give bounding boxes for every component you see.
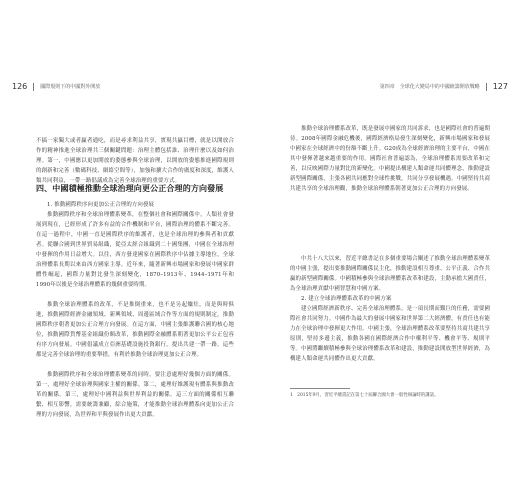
right-page-number: 127 xyxy=(492,82,508,91)
right-paragraph-0: 推動全球治理體系改革，既是發展中國家的共同訴求，也是國際社會的普遍期待。2008年國際金融危機後，國際經濟格局發生深刻變化，新興市場國家和發展中國家在全球經濟中的份額不斷上升。G20成為全球經濟治理的主要平台，中國在其中發揮著越來越重要的作用。國際社會普遍認為，全球治理體系需要改革和完善，以反映國際力量對比的新變化。中國提出構建人類命運共同體理念，推動建設新型國際關係，主張各國共同應對全球性挑戰，共同分享發展機遇。中國堅持共商共建共享的全球治理觀，推動全球治理體系朝著更加公正合理的方向發展。 xyxy=(290,126,490,192)
right-paragraph-1: 中共十八大以來，習近平總書記在多個重要場合闡述了推動全球治理體系變革的中國主張，提出要推動國際關係民主化，推動建設相互尊重、公平正義、合作共贏的新型國際關係。中國積極參與全球治理體系改革和建設，主動承擔大國責任，為全球治理貢獻中國智慧和中國方案。 xyxy=(290,256,490,292)
left-header-title: 國際規則下的中國對外開放 xyxy=(40,84,101,90)
right-paragraph-2: 建立國際經濟新秩序、完善全球治理體系，是一項長期而艱巨的任務，需要國際社會共同努力。中國作為最大的發展中國家和世界第二大經濟體，有責任也有能力在全球治理中發揮更大作用。中國主張，全球治理體系改革要堅持共商共建共享原則，堅持多邊主義，推動各國在國際經濟合作中權利平等、機會平等、規則平等。中國將繼續積極參與全球治理體系改革和建設，推動建設開放型世界經濟，為構建人類命運共同體作出更大貢獻。 xyxy=(290,306,490,362)
footnote: 1 2015年9月，習近平總書記在第七十屆聯合國大會一般性辯論時的講話。 xyxy=(290,393,439,398)
section-heading: 四、中國積極推動全球治理向更公正合理的方向發展 xyxy=(36,184,224,193)
left-page-number: 126 xyxy=(12,82,28,91)
subheading-2: 2. 建立全球治理體系改革的中國方案 xyxy=(301,296,392,302)
right-page xyxy=(260,0,520,500)
left-paragraph-3: 推動國際秩序和全球治理體系變革的同時，要注意處理好幾個方面的關係。第一，處理好全球治理與國家主權的關係。第二，處理好維護現有體系與推動改革的關係。第三，處理好中國利益與世界利益的關係。這三方面的關係相互聯繫、相互影響，需要統籌兼顧，綜合施策，才能推動全球治理體系向更加公正合理的方向發展，為世界和平與發展作出更大貢獻。 xyxy=(36,372,234,418)
left-paragraph-1: 推動國際秩序和全球治理體系變革，在整個社會和國際關係中，人類社會發展到現在，已經形成了許多有益的合作機制和平台，國際治理的體系不斷完善。在這一過程中，中國一直是國際秩序的維護者，也是全球治理的參與者和貢獻者。從聯合國到世界貿易組織，從亞太經合組織到二十國集團，中國在全球治理中發揮的作用日益增大。以往，西方發達國家在國際秩序中佔據主導地位，全球治理體系長期以來由西方國家主導。近年來，隨著新興市場國家和發展中國家群體性崛起，國際力量對比發生深刻變化，1870–1913年、1944–1971年和1990年以後是全球治理體系的幾個重要時期。 xyxy=(36,212,234,288)
left-body-text xyxy=(36,136,234,430)
subheading-1: 1. 推動國際秩序向更加公正合理的方向發展 xyxy=(47,202,155,208)
left-paragraph-2: 推動全球治理體系的改革，不是推倒重來，也不是另起爐灶，而是與時俱進，推動國際經濟金融領域、新興領域、周邊區域合作等方面的規則制定，推動國際秩序朝著更加公正合理方向發展。在這方面，中國主張維護聯合國的核心地位，推動國際貨幣基金組織份額改革，推動國際金融體系朝著更加公平公正包容有序方向發展。中國倡議成立亞洲基礎設施投資銀行，提出共建一帶一路，這些都是完善全球治理的重要舉措，有利於推動全球治理更加公正合理。 xyxy=(36,302,234,358)
right-header-title: 第四章 全球化大變局中的中國統籌開放戰略 xyxy=(379,84,480,90)
header-divider xyxy=(486,83,487,91)
footnote-divider xyxy=(290,388,350,389)
right-body-text xyxy=(290,124,490,384)
right-running-head xyxy=(380,82,508,91)
left-paragraph-0: 不搞一家獨大或者贏者通吃，而是尋求利益共享，實現共贏目標，就是以開放合作的精神推進全球治理共三個關鍵問題：治理主體包括誰、治理什麼以及如何治理。第一，中國應以更加開放的姿態參與全球治理，以開放的姿態推進國際規則的創新和完善（數碼科技、網絡空間等），加強和擴大合作的廣度和深度，維護人類共同利益，一帶一路倡議成為完善全球治理的重要方式。 xyxy=(36,138,234,184)
header-divider xyxy=(33,83,34,91)
left-running-head xyxy=(12,82,100,91)
